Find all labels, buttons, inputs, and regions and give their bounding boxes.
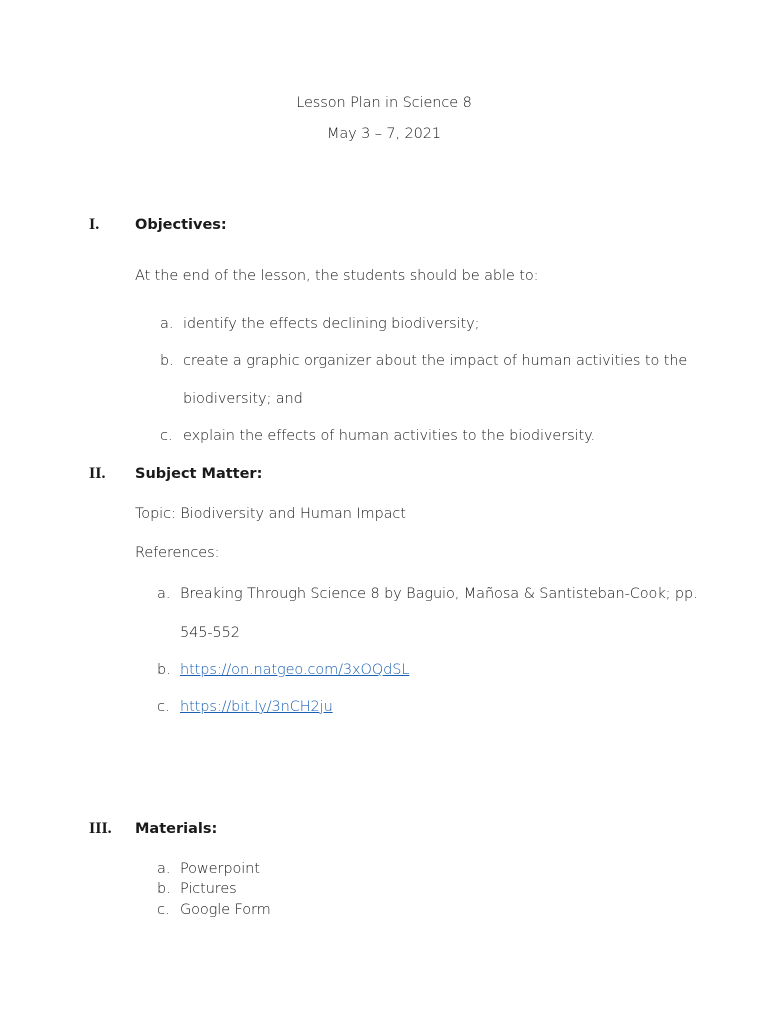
material-item: Google Form xyxy=(180,902,271,918)
material-item: Pictures xyxy=(180,881,237,897)
section-heading-subject-matter: Subject Matter: xyxy=(135,466,263,482)
objective-item: identify the effects declining biodiversity; xyxy=(183,316,480,332)
material-item: Powerpoint xyxy=(180,861,260,877)
objective-marker: c. xyxy=(160,428,173,444)
objective-item: create a graphic organizer about the impact of human activities to the xyxy=(183,353,688,369)
section-numeral-materials: III. xyxy=(89,820,112,837)
objectives-intro: At the end of the lesson, the students should be able to: xyxy=(135,268,539,284)
reference-item-continued: 545-552 xyxy=(180,625,240,641)
reference-marker: a. xyxy=(157,586,171,602)
objective-marker: b. xyxy=(160,353,174,369)
topic-line: Topic: Biodiversity and Human Impact xyxy=(135,506,406,522)
reference-link-natgeo[interactable]: https://on.natgeo.com/3xOQdSL xyxy=(180,662,410,678)
reference-link-bitly[interactable]: https://bit.ly/3nCH2ju xyxy=(180,699,333,715)
references-label: References: xyxy=(135,545,220,561)
objective-marker: a. xyxy=(160,316,174,332)
reference-item: Breaking Through Science 8 by Baguio, Mañosa & Santisteban-Cook; pp. xyxy=(180,586,698,602)
section-heading-materials: Materials: xyxy=(135,821,218,837)
document-title: Lesson Plan in Science 8 xyxy=(296,95,472,111)
section-heading-objectives: Objectives: xyxy=(135,217,227,233)
document-date: May 3 – 7, 2021 xyxy=(326,126,442,142)
objective-item: explain the effects of human activities to the biodiversity. xyxy=(183,428,595,444)
objective-item-continued: biodiversity; and xyxy=(183,391,303,407)
reference-marker: c. xyxy=(157,699,170,715)
reference-marker: b. xyxy=(157,662,171,678)
material-marker: a. xyxy=(157,861,171,877)
material-marker: b. xyxy=(157,881,171,897)
section-numeral-subject-matter: II. xyxy=(89,465,106,482)
material-marker: c. xyxy=(157,902,170,918)
section-numeral-objectives: I. xyxy=(89,216,100,233)
